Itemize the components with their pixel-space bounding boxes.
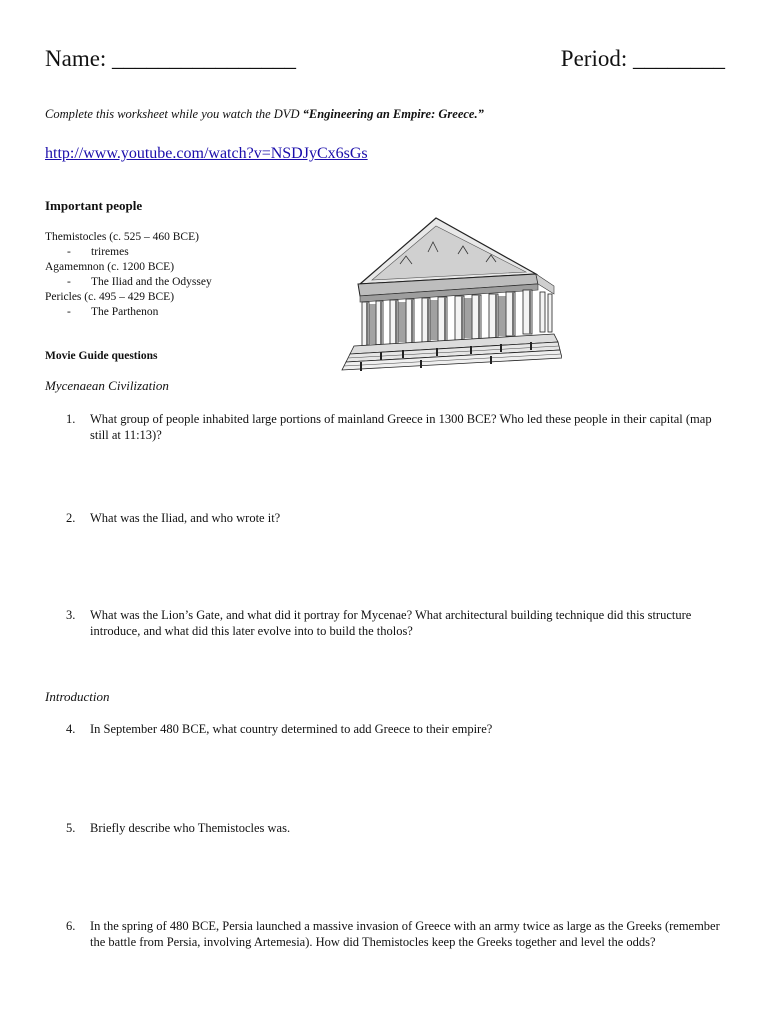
question-text: What was the Lion’s Gate, and what did it portray for Mycenae? What architectural building technique did this structure introduce, and what did this later evolve into to build the tholos?	[90, 608, 692, 638]
person-note	[45, 245, 212, 260]
important-people-list	[45, 230, 212, 320]
question-text: What group of people inhabited large portions of mainland Greece in 1300 BCE? Who led these people in their capital (map still at 11:13)?	[90, 412, 712, 442]
person-note-text: The Iliad and the Odyssey	[91, 276, 212, 288]
period-field[interactable]: Period: ________	[560, 46, 725, 71]
bullet-dash: -	[67, 306, 71, 318]
section-title-mycenaean: Mycenaean Civilization	[45, 378, 169, 393]
question-1	[66, 411, 726, 443]
movie-guide-heading: Movie Guide questions	[45, 350, 158, 362]
person-note-text: triremes	[91, 246, 129, 258]
instructions-text: Complete this worksheet while you watch the DVD	[45, 107, 303, 121]
question-4	[66, 721, 726, 737]
person-note	[45, 275, 212, 290]
question-number: 3.	[66, 608, 76, 622]
question-number: 1.	[66, 412, 76, 426]
question-5	[66, 820, 726, 836]
youtube-link[interactable]: http://www.youtube.com/watch?v=NSDJyCx6sGs	[45, 145, 368, 162]
question-2	[66, 510, 726, 526]
parthenon-illustration	[340, 212, 562, 380]
name-field[interactable]: Name: ________________	[45, 46, 297, 71]
question-6	[66, 918, 726, 950]
question-text: What was the Iliad, and who wrote it?	[90, 511, 281, 525]
question-text: In September 480 BCE, what country determined to add Greece to their empire?	[90, 722, 493, 736]
question-number: 2.	[66, 511, 76, 525]
bullet-dash: -	[67, 276, 71, 288]
person-name: Themistocles (c. 525 – 460 BCE)	[45, 231, 199, 243]
bullet-dash: -	[67, 246, 71, 258]
question-text: Briefly describe who Themistocles was.	[90, 821, 291, 835]
question-number: 6.	[66, 919, 76, 933]
person-note-text: The Parthenon	[91, 306, 159, 318]
question-number: 5.	[66, 821, 76, 835]
dvd-title: “Engineering an Empire: Greece.”	[302, 107, 484, 121]
person-name: Agamemnon (c. 1200 BCE)	[45, 261, 175, 273]
question-text: In the spring of 480 BCE, Persia launched a massive invasion of Greece with an army twice as large as the Greeks (remember the battle from Persia, involving Artemesia). How did Themistocles keep the Greeks together and level the odds?	[90, 919, 720, 949]
question-number: 4.	[66, 722, 76, 736]
question-3	[66, 607, 726, 639]
section-title-introduction: Introduction	[45, 689, 110, 704]
important-people-heading: Important people	[45, 198, 143, 213]
person-note	[45, 305, 212, 320]
person-name: Pericles (c. 495 – 429 BCE)	[45, 291, 175, 303]
instructions	[45, 107, 484, 122]
